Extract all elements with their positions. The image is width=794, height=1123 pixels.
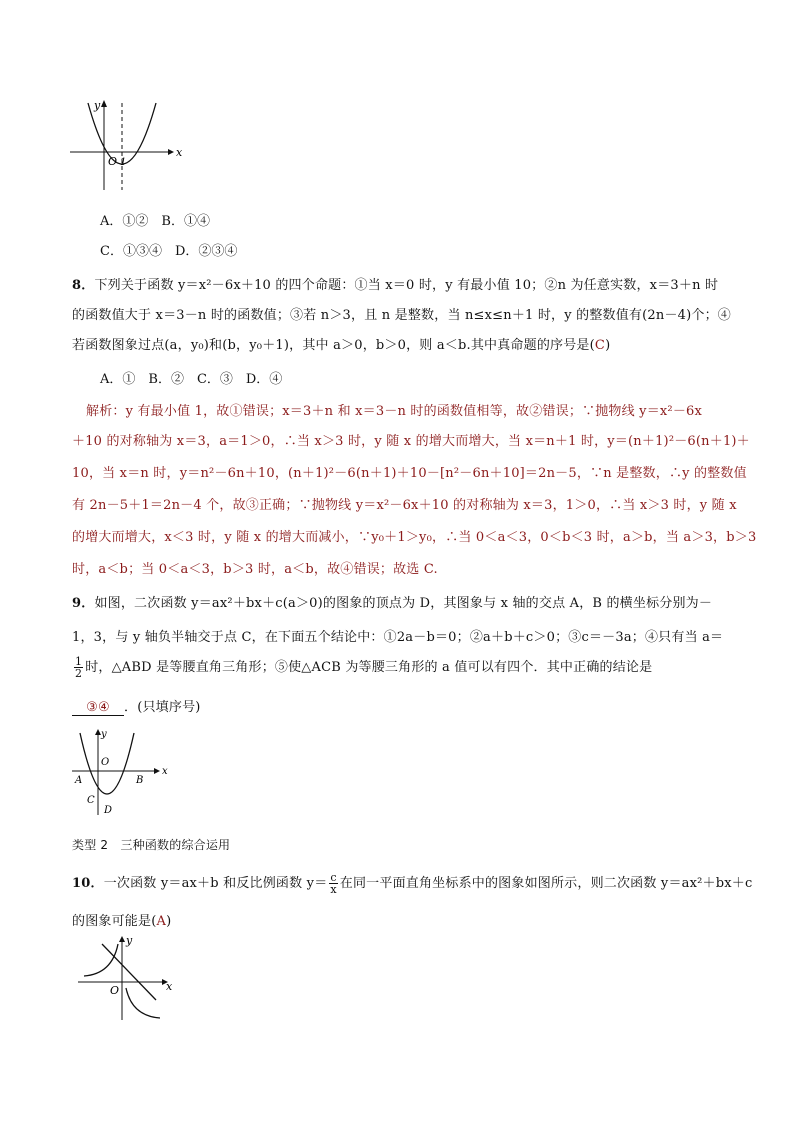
q7-options-line1: A．①② B．①④ (100, 214, 210, 229)
q9-fraction: $\frac{1}{2}$ (75, 655, 83, 680)
x-label: x (176, 146, 183, 159)
q8-stem-line2: 的函数值大于 x＝3－n 时的函数值；③若 n＞3，且 n 是整数，当 n≤x≤n＋1 时，y 的整数值有(2n－4)个；④ (72, 308, 731, 323)
y-axis-arrow (119, 936, 125, 942)
q9-number: 9． (72, 596, 95, 611)
q10-text-2a: 的图象可能是( (72, 914, 157, 929)
q9-answer-blank: ③④ (72, 700, 124, 716)
y-label: y (126, 934, 133, 947)
q9-stem-line3 (72, 656, 652, 679)
q10-fraction: $\frac{c}{x}$ (330, 871, 337, 896)
point-a-label: A (75, 775, 83, 786)
q10-stem-line1 (72, 872, 753, 895)
hyperbola-branch-right (126, 988, 160, 1018)
q10-text-2b: ) (166, 914, 172, 929)
section-title: 类型 2 三种函数的综合运用 (72, 838, 231, 852)
q8-text-3b: ) (605, 338, 611, 353)
q9-stem-line4 (72, 696, 201, 716)
q10-text-1b: 在同一平面直角坐标系中的图象如图所示，则二次函数 y＝ax²＋bx＋c (339, 876, 753, 891)
q10-text-1a: 一次函数 y＝ax＋b 和反比例函数 y＝ (103, 876, 328, 891)
q9-stem-line2: 1，3，与 y 轴负半轴交于点 C，在下面五个结论中：①2a－b＝0；②a＋b＋c＞0；③c＝－3a；④只有当 a＝ (72, 630, 724, 645)
q8-options: A．① B．② C．③ D．④ (100, 372, 283, 387)
x-axis-arrow (154, 768, 160, 774)
q8-text-3: 若函数图象过点(a，y₀)和(b，y₀＋1)，其中 a＞0，b＞0，则 a＜b.其中真命题的序号是( (72, 338, 595, 353)
y-label: y (101, 729, 107, 740)
q8-solution-2: ＋10 的对称轴为 x＝3，a＝1＞0，∴当 x＞3 时，y 随 x 的增大而增大，当 x＝n＋1 时，y＝(n＋1)²－6(n＋1)＋ (72, 434, 750, 449)
q9-parabola-graph (70, 725, 170, 820)
q8-text-1: 下列关于函数 y＝x²－6x＋10 的四个命题：①当 x＝0 时，y 有最小值 10；②n 为任意实数，x＝3＋n 时 (94, 278, 719, 293)
q8-solution-3: 10，当 x＝n 时，y＝n²－6n＋10，(n＋1)²－6(n＋1)＋10－[n²－6n＋10]＝2n－5，∵n 是整数，∴y 的整数值 (72, 466, 747, 481)
origin-label: O (108, 155, 118, 168)
y-label: y (94, 99, 101, 112)
one-label: 1 (120, 157, 127, 168)
q9-text-3: 时，△ABD 是等腰直角三角形；⑤使△ACB 为等腰三角形的 a 值可以有四个．其中正确的结论是 (85, 660, 653, 675)
q8-solution-6: 时，a＜b；当 0＜a＜3，b＞3 时，a＜b，故④错误；故选 C. (72, 562, 438, 577)
hyperbola-branch-left (84, 944, 118, 976)
q10-answer: A (156, 914, 167, 929)
q9-text-1: 如图，二次函数 y＝ax²＋bx＋c(a＞0)的图象的顶点为 D，其图象与 x 轴的交点 A，B 的横坐标分别为－ (94, 596, 713, 611)
point-c-label: C (87, 795, 95, 806)
q10-stem-line2 (72, 910, 171, 929)
x-label: x (166, 980, 173, 993)
y-axis-arrow (101, 100, 107, 107)
origin-label: O (110, 984, 120, 997)
q8-stem-line1 (72, 274, 718, 293)
point-d-label: D (104, 805, 113, 816)
q8-stem-line3 (72, 334, 610, 353)
q8-number: 8． (72, 278, 95, 293)
x-label: x (162, 766, 168, 777)
q8-answer: C (594, 338, 606, 353)
q8-solution-4: 有 2n－5＋1＝2n－4 个，故③正确；∵抛物线 y＝x²－6x＋10 的对称轴为 x＝3，1＞0，∴当 x＞3 时，y 随 x (72, 498, 737, 513)
q8-solution-1: 解析：y 有最小值 1，故①错误；x＝3＋n 和 x＝3－n 时的函数值相等，故②错误；∵抛物线 y＝x²－6x (86, 404, 703, 419)
q8-solution-5: 的增大而增大，x＜3 时，y 随 x 的增大而减小，∵y₀＋1＞y₀，∴当 0＜a＜3，0＜b＜3 时，a＞b，当 a＞3，b＞3 (72, 530, 757, 545)
q7-options-line2: C．①③④ D．②③④ (100, 244, 238, 259)
x-axis-arrow (168, 149, 174, 155)
q9-stem-line1 (72, 592, 712, 611)
q7-parabola-graph (68, 95, 183, 195)
point-b-label: B (136, 775, 144, 786)
origin-label: O (101, 757, 110, 768)
q10-function-graph (76, 930, 176, 1022)
q9-text-4: ．(只填序号) (124, 700, 201, 715)
q10-number: 10． (72, 876, 104, 891)
